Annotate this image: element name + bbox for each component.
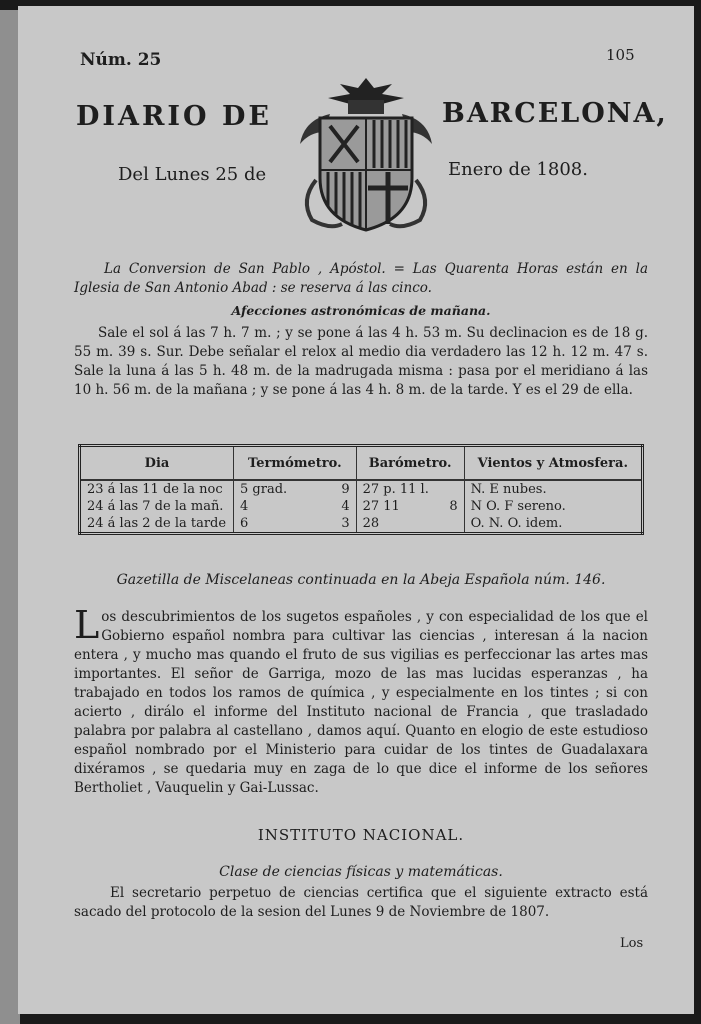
- weather-table: [78, 444, 644, 535]
- astronomy-heading: Afecciones astronómicas de mañana.: [231, 303, 491, 318]
- institute-subheading: Clase de ciencias físicas y matemáticas.: [219, 864, 503, 880]
- issue-number: Núm. 25: [80, 50, 162, 70]
- cell-baro: 27 11: [356, 498, 441, 515]
- astronomy-paragraph: Sale el sol á las 7 h. 7 m. ; y se pone á las 4 h. 53 m. Su declinacion es de 18 g. 55 m. 39 s. Sur. Debe señalar el relox al medio dia verdadero las 12 h. 12 m. 47 s. Sale la luna á las 5 h. 48 m. de la madrugada misma : pasa por el meridiano á las 10 h. 56 m. de la mañana ; y se pone á las 4 h. 8 m. de la tarde. Y es el 29 de ella.: [74, 325, 648, 398]
- header-termometro: Termómetro.: [234, 446, 357, 481]
- cell-dia: 24 á las 7 de la mañ.: [80, 498, 234, 515]
- saint-of-day-notice: La Conversion de San Pablo , Apóstol. = Las Quarenta Horas están en la Iglesia de San Antonio Abad : se reserva á las cinco.: [74, 261, 648, 296]
- gazette-heading: Gazetilla de Miscelaneas continuada en la Abeja Española núm. 146.: [116, 572, 606, 588]
- cell-baro-b: [442, 515, 465, 534]
- page-number: 105: [606, 46, 635, 64]
- drop-cap: L: [74, 603, 100, 647]
- gazette-paragraph: [74, 603, 648, 798]
- cell-termo-b: 4: [341, 499, 350, 514]
- cell-dia: 24 á las 2 de la tarde: [80, 515, 234, 534]
- table-row: [80, 480, 643, 498]
- cell-termo: 6: [234, 515, 325, 534]
- cell-termo-b: 9: [341, 482, 350, 497]
- table-row: [80, 515, 643, 534]
- cell-termo-b: 3: [341, 516, 350, 531]
- institute-heading: INSTITUTO NACIONAL.: [257, 826, 465, 844]
- newspaper-page: [18, 6, 694, 1014]
- adjacent-page-edge: [0, 10, 20, 1024]
- masthead-title-left: DIARIO DE: [76, 101, 272, 132]
- masthead-title-right: BARCELONA,: [442, 98, 668, 129]
- cell-viento: N. E nubes.: [464, 480, 642, 498]
- cell-baro-b: [442, 480, 465, 498]
- institute-paragraph: El secretario perpetuo de ciencias certifica que el siguiente extracto está sacado del protocolo de la sesion del Lunes 9 de Noviembre de 1807.: [74, 885, 648, 920]
- cell-viento: O. N. O. idem.: [464, 515, 642, 534]
- gazette-text: os descubrimientos de los sugetos españoles , y con especialidad de los que el Gobierno español nombra para cultivar las ciencias , interesan á la nacion entera , y mucho mas quando el fruto de sus vigilias es perfeccionar las artes mas importantes. El señor de Garriga, mozo de las mas lucidas esperanzas , ha trabajado en todos los ramos de química , y especialmente en los tintes ; si con acierto , dirálo el informe del Instituto nacional de Francia , que trasladado palabra por palabra al castellano , damos aquí. Quanto en elogio de este estudioso español nombrado por el Ministerio para cuidar de los tintes de Guadalaxara dixéramos , se quedaria muy en zaga de lo que dice el informe de los señores Bertholiet , Vauquelin y Gai-Lussac.: [74, 609, 648, 796]
- cell-termo: 5 grad.: [234, 480, 325, 498]
- cell-termo: 4: [234, 498, 325, 515]
- header-vientos: Vientos y Atmosfera.: [464, 446, 642, 481]
- date-left: Del Lunes 25 de: [118, 164, 267, 185]
- catchword: Los: [620, 936, 644, 951]
- coat-of-arms-emblem: [286, 70, 446, 240]
- header-dia: Dia: [80, 446, 234, 481]
- date-right: Enero de 1808.: [448, 159, 588, 180]
- cell-viento: N O. F sereno.: [464, 498, 642, 515]
- cell-baro: 27 p. 11 l.: [356, 480, 441, 498]
- header-barometro: Barómetro.: [356, 446, 464, 481]
- cell-baro-b: 8: [449, 499, 458, 514]
- table-row: [80, 498, 643, 515]
- cell-baro: 28: [356, 515, 441, 534]
- cell-dia: 23 á las 11 de la noc: [80, 480, 234, 498]
